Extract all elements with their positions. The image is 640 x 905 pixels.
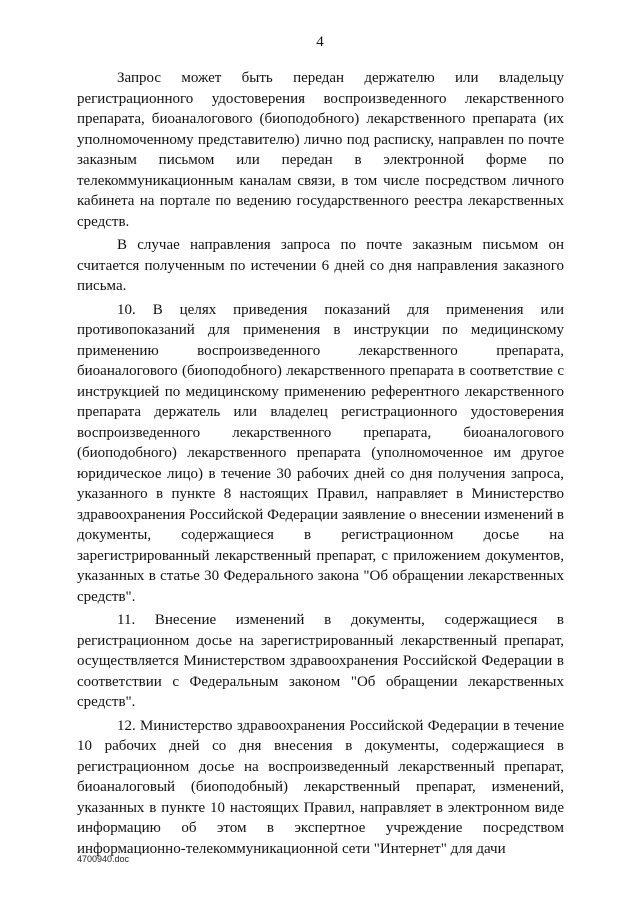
paragraph-item-10: 10. В целях приведения показаний для применения или противопоказаний для применения в инструкции по медицинскому применению воспроизведенного лекарственного препарата, биоаналогового (биоподобного) лекарственного препарата в соответствие с инструкцией по медицинскому применению референтного лекарственного препарата держатель или владелец регистрационного удостоверения воспроизведенного лекарственного препарата, биоаналогового (биоподобного) лекарственного препарата (уполномоченное им другое юридическое лицо) в течение 30 рабочих дней со дня получения запроса, указанного в пункте 8 настоящих Правил, направляет в Министерство здравоохранения Российской Федерации заявление о внесении изменений в документы, содержащиеся в регистрационном досье на зарегистрированный лекарственный препарат, с приложением документов, указанных в статье 30 Федерального закона "Об обращении лекарственных средств". <box>77 301 564 605</box>
paragraph-request-delivery: Запрос может быть передан держателю или владельцу регистрационного удостоверения воспроизведенного лекарственного препарата, биоаналогового (биоподобного) лекарственного препарата (их уполномоченному представителю) лично под расписку, направлен по почте заказным письмом или передан в электронной форме по телекоммуникационным каналам связи, в том числе посредством личного кабинета на портале по ведению государственного реестра лекарственных средств. <box>77 70 564 230</box>
document-body <box>77 68 564 862</box>
file-name-footer: 4700940.doc <box>77 854 130 864</box>
paragraph-registered-mail: В случае направления запроса по почте заказным письмом он считается полученным по истечении 6 дней со дня направления заказного письма. <box>77 237 564 294</box>
paragraph-item-11: 11. Внесение изменений в документы, содержащиеся в регистрационном досье на зарегистрированный лекарственный препарат, осуществляется Министерством здравоохранения Российской Федерации в соответствии с Федеральным законом "Об обращении лекарственных средств". <box>77 612 564 710</box>
page-number: 4 <box>316 34 324 50</box>
paragraph-item-12: 12. Министерство здравоохранения Российской Федерации в течение 10 рабочих дней со дня внесения в документы, содержащиеся в регистрационном досье на воспроизведенный лекарственный препарат, биоаналоговый (биоподобный) лекарственный препарат, изменений, указанных в пункте 10 настоящих Правил, направляет в электронном виде информацию об этом в экспертное учреждение посредством информационно-телекоммуникационной сети "Интернет" для дачи <box>77 717 564 857</box>
